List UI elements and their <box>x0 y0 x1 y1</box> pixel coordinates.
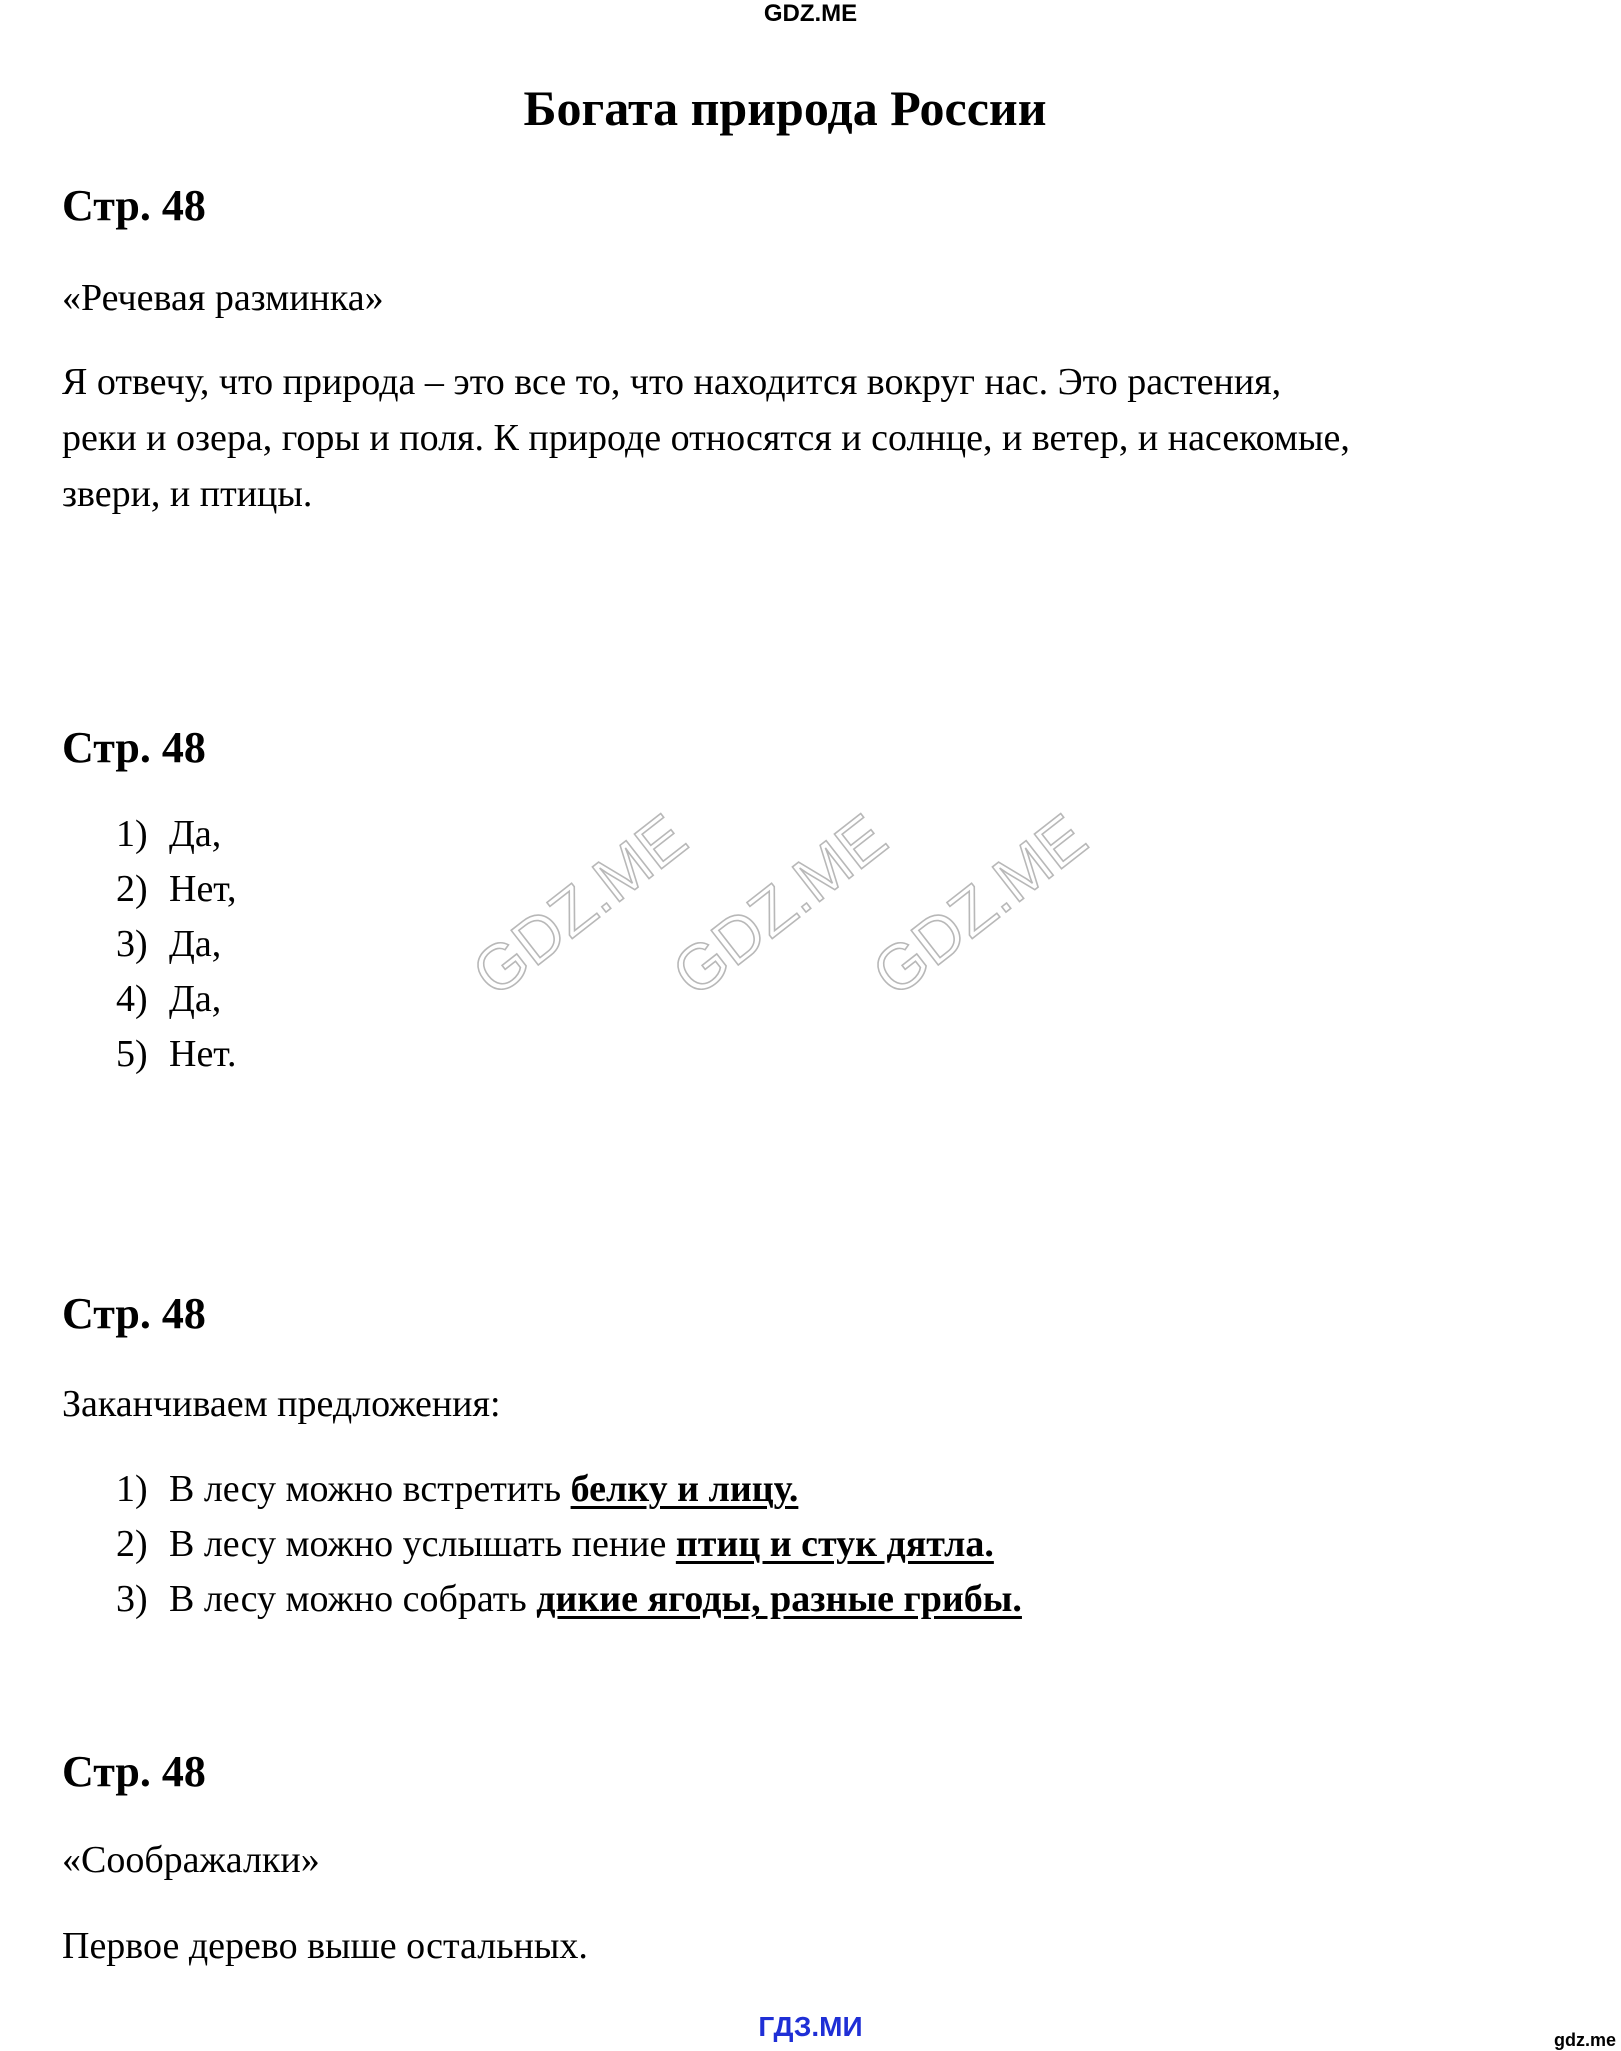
list-number: 5) <box>116 1033 148 1075</box>
paragraph-line: Первое дерево выше остальных. <box>62 1925 588 1967</box>
answer-text: птиц и стук дятла. <box>675 1523 994 1565</box>
list-item <box>116 1462 1022 1517</box>
list-number: 4) <box>116 978 148 1020</box>
list-item-text: Да, <box>169 813 222 855</box>
section-subtitle: «Соображалки» <box>62 1839 320 1881</box>
section-heading: Стр. 48 <box>62 1747 206 1796</box>
list-item-text: Да, <box>169 923 222 965</box>
footer-site-link[interactable]: ГДЗ.МИ <box>758 2011 863 2042</box>
section-intro: Заканчиваем предложения: <box>62 1383 501 1425</box>
paragraph-line: Я отвечу, что природа – это все то, что находится вокруг нас. Это растения, <box>62 361 1282 403</box>
page-title: Богата природа России <box>523 80 1047 136</box>
section-heading: Стр. 48 <box>62 1289 206 1338</box>
list-item <box>116 972 237 1027</box>
section-heading: Стр. 48 <box>62 723 206 772</box>
section-subtitle: «Речевая разминка» <box>62 277 384 319</box>
paragraph-line: звери, и птицы. <box>62 473 313 515</box>
list-item <box>116 1027 237 1082</box>
list-number: 2) <box>116 1523 148 1565</box>
list-item-text: В лесу можно услышать пение <box>169 1523 676 1565</box>
site-header-logo: GDZ.ME <box>763 0 858 27</box>
list-item <box>116 807 237 862</box>
paragraph-line: реки и озера, горы и поля. К природе относятся и солнце, и ветер, и насекомые, <box>62 417 1350 459</box>
answer-text: белку и лицу. <box>570 1468 799 1510</box>
list-item-text: Да, <box>169 978 222 1020</box>
list-number: 1) <box>116 813 148 855</box>
watermark: GDZ.ME <box>459 800 700 1010</box>
list-item <box>116 1517 1022 1572</box>
section-heading: Стр. 48 <box>62 181 206 230</box>
list-item <box>116 862 237 917</box>
watermark: GDZ.ME <box>859 800 1100 1010</box>
answer-text: дикие ягоды, разные грибы. <box>536 1578 1022 1620</box>
list-item-text: Нет, <box>169 868 237 910</box>
list-number: 3) <box>116 923 148 965</box>
list-item-text: В лесу можно собрать <box>169 1578 537 1620</box>
completion-list <box>116 1462 1022 1627</box>
list-item <box>116 1572 1022 1627</box>
list-number: 1) <box>116 1468 148 1510</box>
corner-site-label: gdz.me <box>1553 2030 1616 2050</box>
list-number: 3) <box>116 1578 148 1620</box>
list-item-text: Нет. <box>169 1033 237 1075</box>
answer-list <box>116 807 237 1082</box>
list-item-text: В лесу можно встретить <box>169 1468 571 1510</box>
list-number: 2) <box>116 868 148 910</box>
watermark: GDZ.ME <box>659 800 900 1010</box>
list-item <box>116 917 237 972</box>
